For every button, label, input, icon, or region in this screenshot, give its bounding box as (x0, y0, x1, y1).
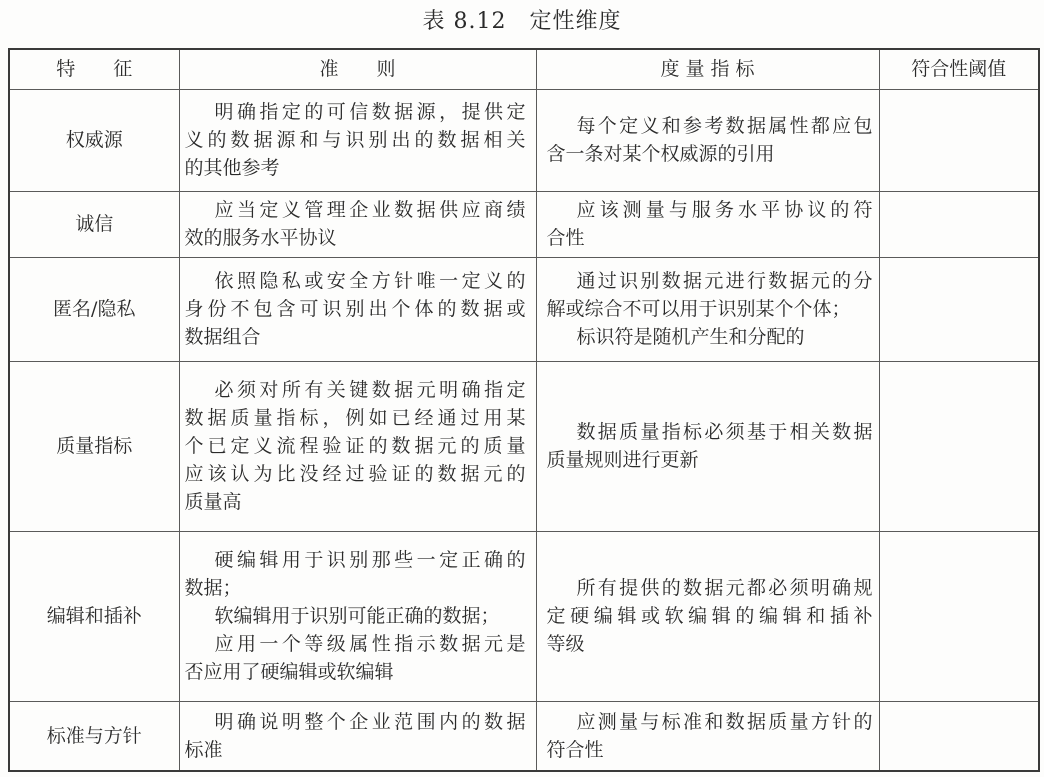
paragraph (185, 546, 526, 602)
paragraph (547, 196, 873, 252)
table-row (9, 531, 1039, 701)
threshold-cell (879, 191, 1039, 257)
text-line: 质量规则进行更新 (546, 449, 699, 471)
text-line: 标准 (184, 738, 223, 761)
paragraph (547, 323, 873, 351)
text-line: 定硬编辑或软编辑的编辑和插补 (546, 605, 873, 627)
feature-cell: 编辑和插补 (9, 531, 179, 701)
text-line: 所有提供的数据元都必须明确规 (576, 577, 873, 599)
table-row (9, 701, 1039, 771)
qualitative-dimensions-table (8, 48, 1040, 772)
text-line: 应该测量与服务水平协议的符 (576, 199, 873, 221)
header-feature: 特 征 (9, 49, 179, 89)
text-line: 身份不包含可识别出个体的数据或 (184, 298, 526, 320)
metric-cell (536, 531, 879, 701)
text-line: 个已定义流程验证的数据元的质量 (184, 435, 526, 457)
criteria-cell (179, 361, 536, 531)
criteria-cell (179, 701, 536, 771)
metric-cell (536, 701, 879, 771)
paragraph (547, 112, 873, 168)
paragraph (185, 196, 526, 252)
text-line: 应当定义管理企业数据供应商绩 (214, 199, 526, 221)
text-line: 质量高 (184, 491, 242, 513)
text-line: 的其他参考 (184, 157, 280, 179)
threshold-cell (879, 89, 1039, 191)
text-line: 标识符是随机产生和分配的 (576, 326, 805, 348)
feature-cell: 诚信 (9, 191, 179, 257)
paragraph (547, 267, 873, 323)
paragraph (185, 376, 526, 516)
text-line: 效的服务水平协议 (184, 227, 337, 249)
table-title: 表 8.12 定性维度 (422, 9, 622, 34)
paragraph (185, 708, 526, 764)
feature-cell: 标准与方针 (9, 701, 179, 771)
metric-cell (536, 361, 879, 531)
paragraph (185, 602, 526, 630)
text-line: 义的数据源和与识别出的数据相关 (184, 129, 526, 151)
text-line: 明确指定的可信数据源，提供定 (214, 101, 526, 123)
text-line: 应测量与标准和数据质量方针的 (576, 710, 873, 733)
text-line: 硬编辑用于识别那些一定正确的 (214, 549, 526, 571)
table-body (9, 89, 1039, 771)
feature-cell: 权威源 (9, 89, 179, 191)
text-line: 数据质量指标，例如已经通过用某 (184, 407, 526, 429)
paragraph (547, 574, 873, 658)
table-row (9, 257, 1039, 361)
table-row (9, 361, 1039, 531)
header-metric: 度 量 指 标 (536, 49, 879, 89)
text-line: 依照隐私或安全方针唯一定义的 (214, 270, 526, 292)
text-line: 数据质量指标必须基于相关数据 (576, 421, 873, 443)
text-line: 否应用了硬编辑或软编辑 (184, 661, 394, 683)
paragraph (185, 98, 526, 182)
paragraph (547, 418, 873, 474)
text-line: 必须对所有关键数据元明确指定 (214, 379, 526, 401)
text-line: 等级 (546, 633, 585, 655)
criteria-cell (179, 257, 536, 361)
feature-cell: 匿名/隐私 (9, 257, 179, 361)
text-line: 数据； (184, 577, 242, 599)
paragraph (185, 267, 526, 351)
text-line: 含一条对某个权威源的引用 (546, 143, 775, 165)
text-line: 数据组合 (184, 326, 261, 348)
table-row (9, 191, 1039, 257)
text-line: 通过识别数据元进行数据元的分 (576, 270, 873, 292)
text-line: 合性 (546, 227, 585, 249)
header-threshold: 符合性阈值 (879, 49, 1039, 89)
metric-cell (536, 89, 879, 191)
header-criteria: 准 则 (179, 49, 536, 89)
text-line: 解或综合不可以用于识别某个个体； (546, 298, 851, 320)
header-row (9, 49, 1039, 89)
text-line: 应用一个等级属性指示数据元是 (214, 633, 526, 655)
text-line: 符合性 (546, 738, 604, 761)
feature-cell: 质量指标 (9, 361, 179, 531)
text-line: 应该认为比没经过验证的数据元的 (184, 463, 526, 485)
threshold-cell (879, 701, 1039, 771)
text-line: 明确说明整个企业范围内的数据 (214, 710, 526, 733)
criteria-cell (179, 531, 536, 701)
table-row (9, 89, 1039, 191)
threshold-cell (879, 361, 1039, 531)
threshold-cell (879, 531, 1039, 701)
threshold-cell (879, 257, 1039, 361)
paragraph (547, 708, 873, 764)
criteria-cell (179, 89, 536, 191)
text-line: 软编辑用于识别可能正确的数据； (214, 605, 500, 627)
metric-cell (536, 257, 879, 361)
criteria-cell (179, 191, 536, 257)
paragraph (185, 630, 526, 686)
metric-cell (536, 191, 879, 257)
text-line: 每个定义和参考数据属性都应包 (576, 115, 873, 137)
